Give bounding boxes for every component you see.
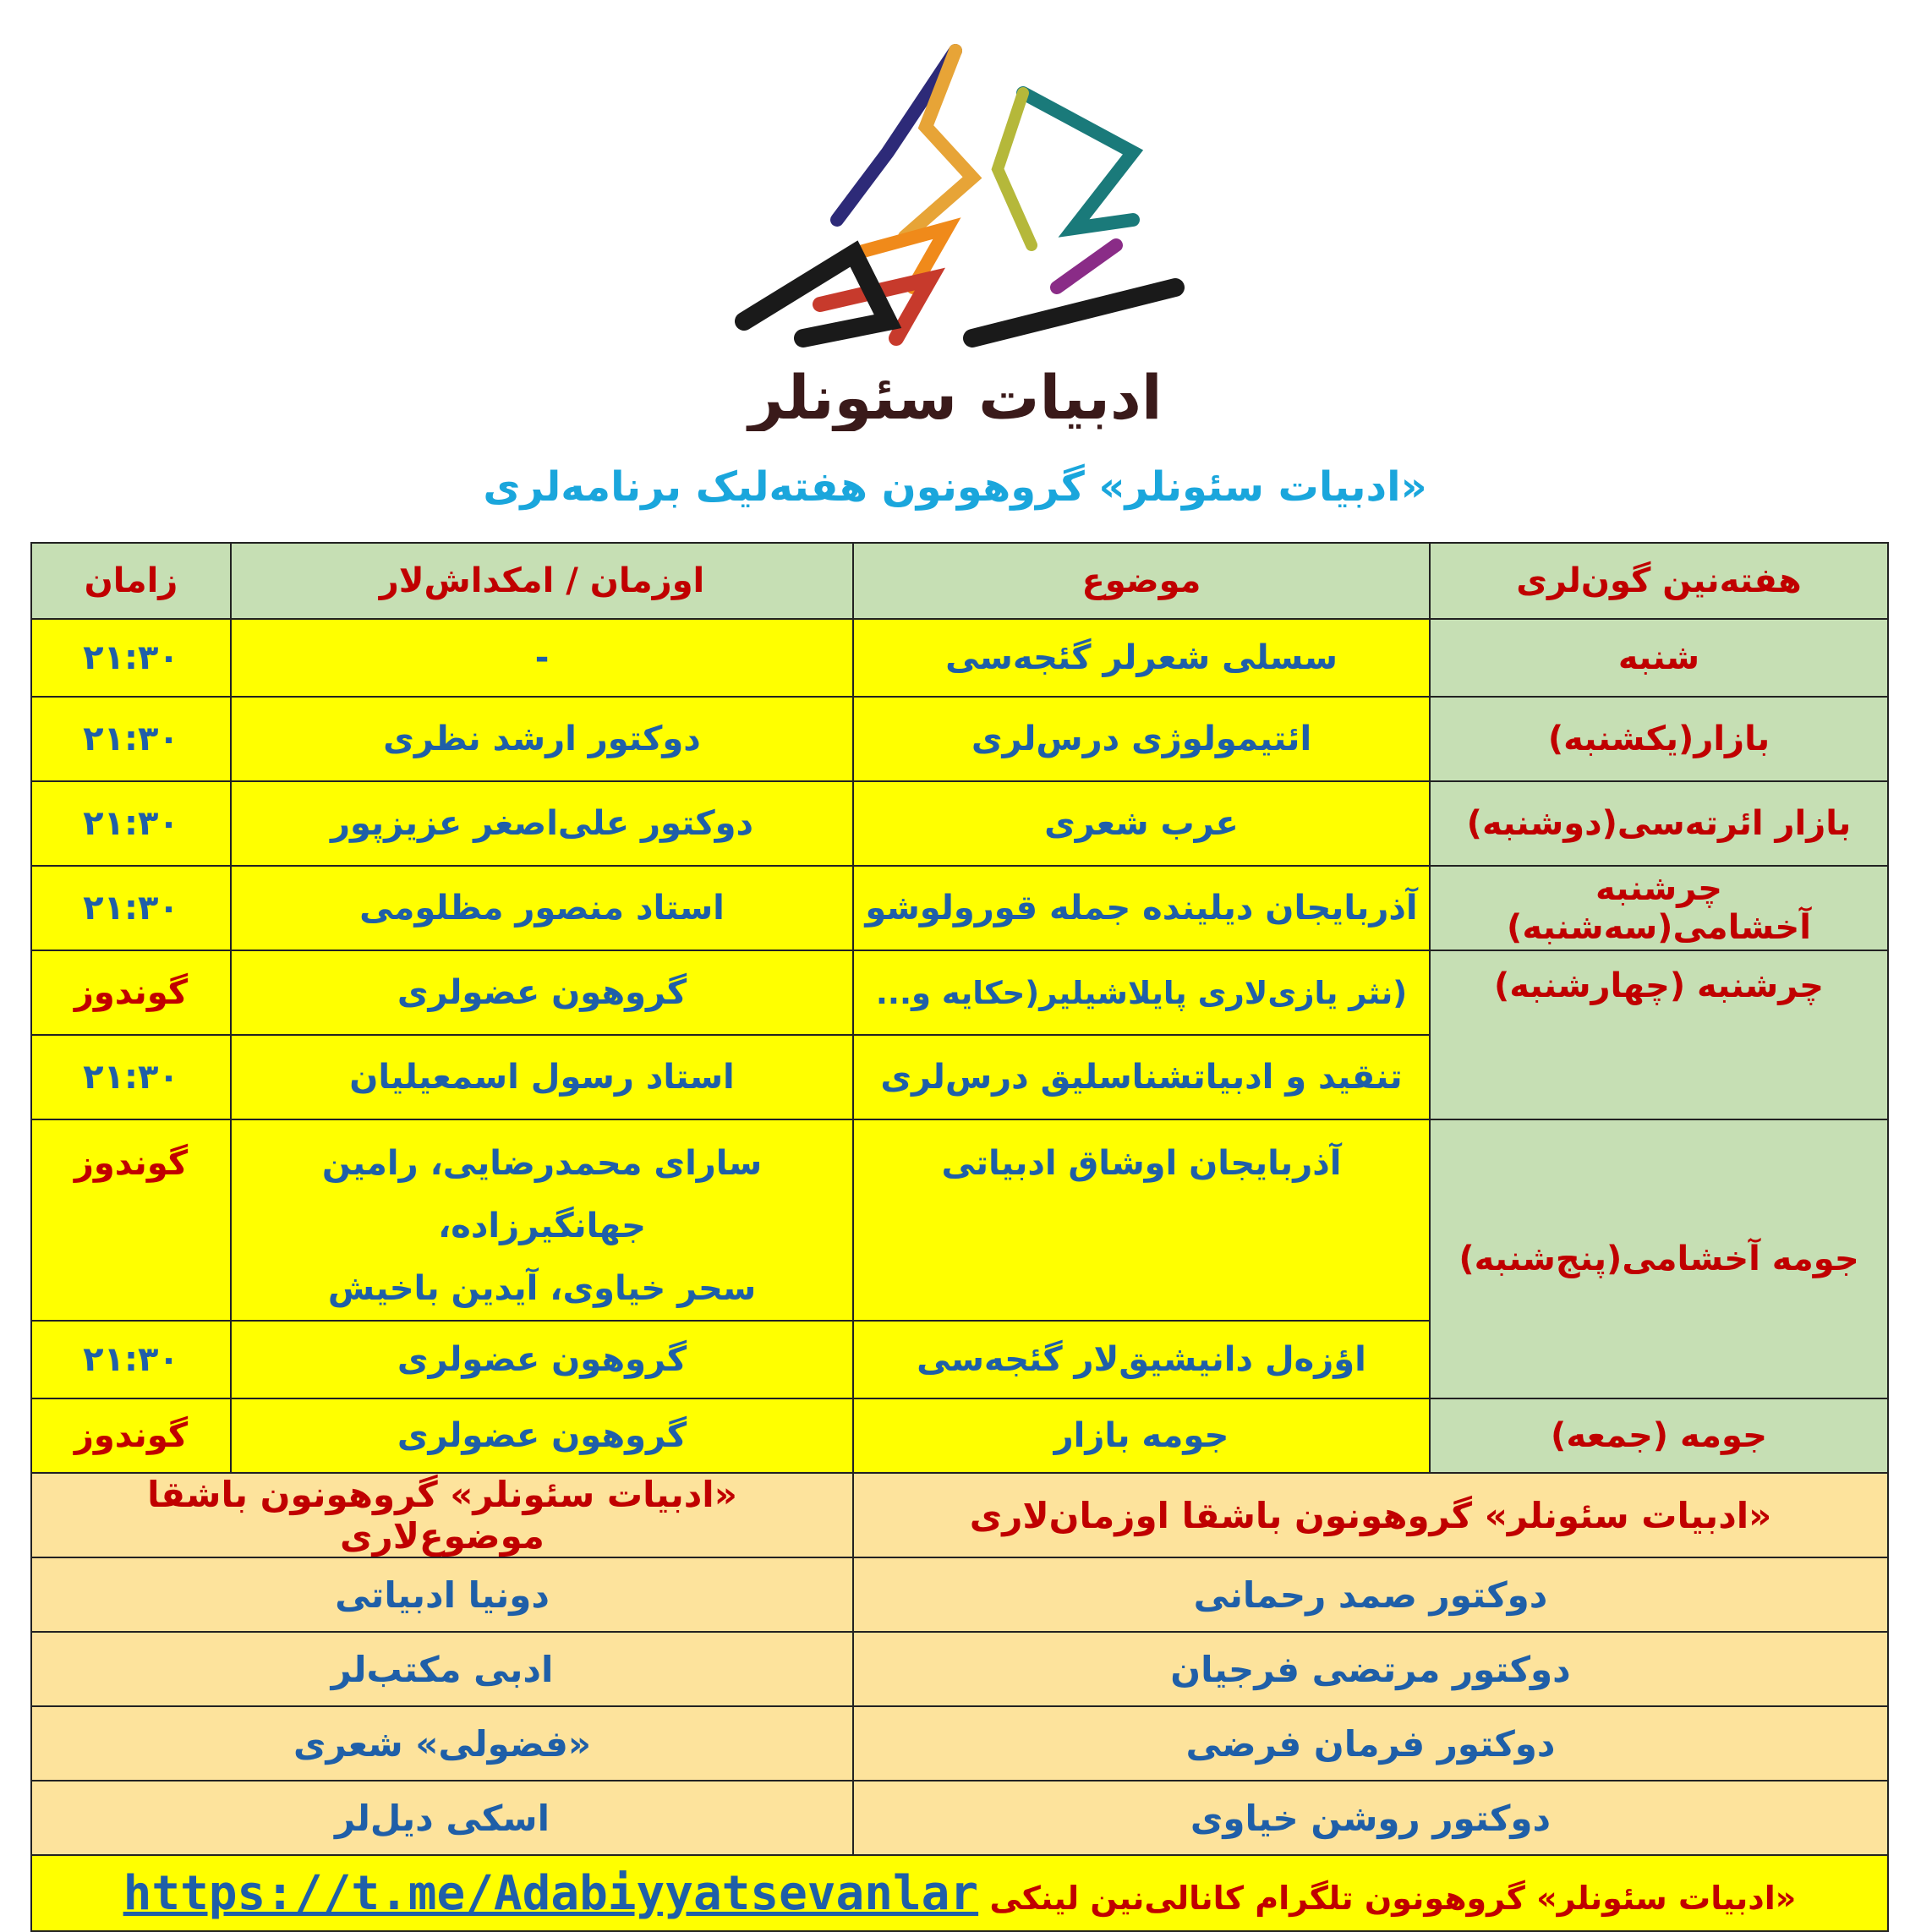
footer-header-row [31, 1473, 1888, 1557]
header-presenter: اوزمان / امکداش‌لار [231, 543, 853, 619]
time-cell: گوندوز [31, 1119, 231, 1321]
presenter-cell: گروهون عضولری [231, 950, 853, 1035]
day-cell: جومه (جمعه) [1430, 1398, 1888, 1473]
table-row [31, 1398, 1888, 1473]
topic-cell: ائتیمولوژی درس‌لری [853, 697, 1430, 781]
time-cell: گوندوز [31, 1398, 231, 1473]
page-title: «ادبیات سئونلر» گروهونون هفته‌لیک برنامه‌لری [483, 463, 1427, 511]
book-logo [719, 34, 1192, 431]
other-topic-cell: اسکی دیل‌لر [31, 1781, 853, 1855]
table-row [31, 950, 1888, 1035]
open-book-icon [719, 34, 1192, 431]
topic-cell: اؤزه‌ل دانیشیق‌لار گئجه‌سی [853, 1321, 1430, 1398]
time-cell: ۲۱:۳۰ [31, 1035, 231, 1119]
presenter-cell: استاد رسول اسمعیلیان [231, 1035, 853, 1119]
topic-cell: تنقید و ادبیاتشناسلیق درس‌لری [853, 1035, 1430, 1119]
table-row [31, 1119, 1888, 1321]
table-row [31, 866, 1888, 950]
topic-cell: (نثر یازی‌لاری پایلاشیلیر(حکایه و... [853, 950, 1430, 1035]
channel-cell [31, 1855, 1888, 1931]
day-cell: بازار ائرته‌سی(دوشنبه) [1430, 781, 1888, 866]
expert-cell: دوکتور فرمان فرضی [853, 1706, 1888, 1781]
presenter-cell: گروهون عضولری [231, 1398, 853, 1473]
header-row [31, 543, 1888, 619]
footer-row [31, 1706, 1888, 1781]
channel-label: «ادبیات سئونلر» گروهونون تلگرام کانالی‌نین لینکی [989, 1879, 1797, 1917]
header-time: زامان [31, 543, 231, 619]
expert-cell: دوکتور صمد رحمانی [853, 1557, 1888, 1632]
footer-row [31, 1781, 1888, 1855]
presenter-cell: دوکتور ارشد نظری [231, 697, 853, 781]
day-cell: چرشنبه (چهارشنبه) [1430, 950, 1888, 1119]
expert-cell: دوکتور روشن خیاوی [853, 1781, 1888, 1855]
topic-cell: جومه بازار [853, 1398, 1430, 1473]
footer-row [31, 1632, 1888, 1706]
schedule-table [30, 542, 1889, 1932]
time-cell: ۲۱:۳۰ [31, 697, 231, 781]
time-cell: ۲۱:۳۰ [31, 1321, 231, 1398]
presenter-cell [231, 1119, 853, 1321]
other-topic-cell: «فضولی» شعری [31, 1706, 853, 1781]
time-cell: گوندوز [31, 950, 231, 1035]
presenter-line: سحر خیاوی، آیدین باخیش [327, 1269, 757, 1308]
topic-cell: سسلی شعرلر گئجه‌سی [853, 619, 1430, 697]
presenter-cell: - [231, 619, 853, 697]
other-topic-cell: ادبی مکتب‌لر [31, 1632, 853, 1706]
day-cell: بازار(یکشنبه) [1430, 697, 1888, 781]
day-cell: شنبه [1430, 619, 1888, 697]
topic-cell: عرب شعری [853, 781, 1430, 866]
experts-header: «ادبیات سئونلر» گروهونون باشقا اوزمان‌لاری [853, 1473, 1888, 1557]
table-row [31, 697, 1888, 781]
presenter-cell: گروهون عضولری [231, 1321, 853, 1398]
time-cell: ۲۱:۳۰ [31, 866, 231, 950]
time-cell: ۲۱:۳۰ [31, 781, 231, 866]
footer-row [31, 1557, 1888, 1632]
presenter-cell: استاد منصور مظلومی [231, 866, 853, 950]
logo-text: ادبیات سئونلر [748, 362, 1163, 431]
topics-header: «ادبیات سئونلر» گروهونون باشقا موضوع‌لاری [31, 1473, 853, 1557]
time-cell: ۲۱:۳۰ [31, 619, 231, 697]
table-row [31, 781, 1888, 866]
day-cell: جومه آخشامی(پنج‌شنبه) [1430, 1119, 1888, 1398]
telegram-channel-link[interactable]: https://t.me/Adabiyyatsevanlar [123, 1865, 979, 1921]
expert-cell: دوکتور مرتضی فرجیان [853, 1632, 1888, 1706]
topic-cell: آذربایجان دیلینده جمله قورولوشو [853, 866, 1430, 950]
table-row [31, 619, 1888, 697]
day-cell: چرشنبه آخشامی(سه‌شنبه) [1430, 866, 1888, 950]
channel-link-row [31, 1855, 1888, 1931]
presenter-cell: دوکتور علی‌اصغر عزیزپور [231, 781, 853, 866]
topic-cell: آذربایجان اوشاق ادبیاتی [853, 1119, 1430, 1321]
header-day: هفته‌نین گون‌لری [1430, 543, 1888, 619]
header-topic: موضوع [853, 543, 1430, 619]
presenter-line: سارای محمدرضایی، رامین جهانگیرزاده، [321, 1144, 763, 1245]
other-topic-cell: دونیا ادبیاتی [31, 1557, 853, 1632]
